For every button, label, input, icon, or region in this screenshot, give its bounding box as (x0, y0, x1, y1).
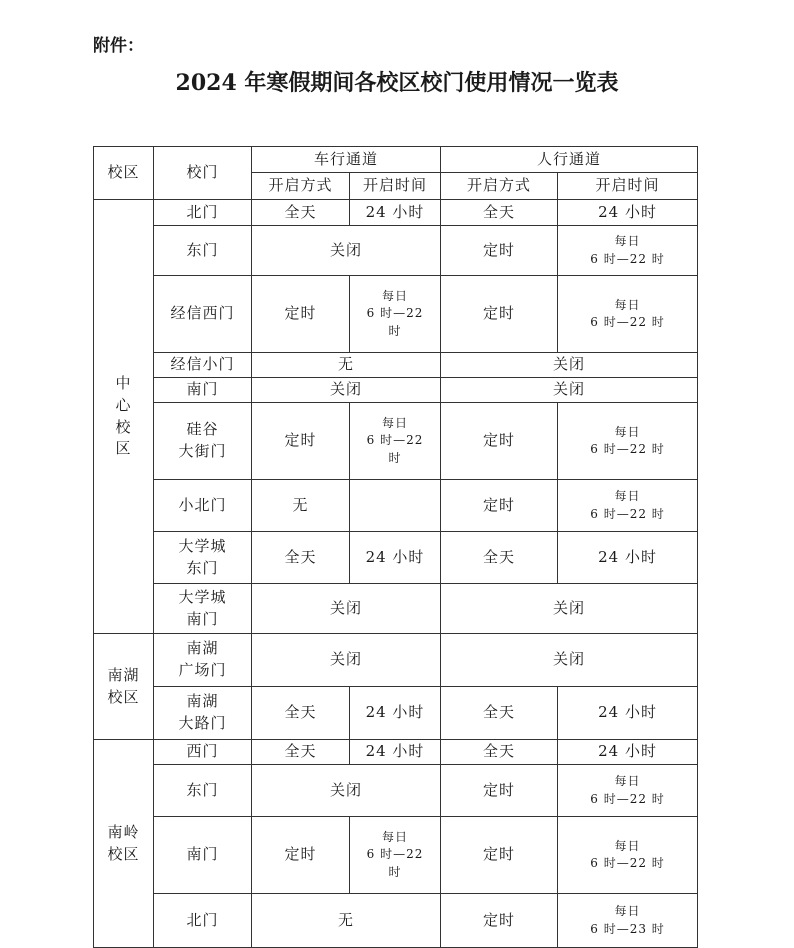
gate-name: 小北门 (154, 480, 252, 532)
vehicle-open-mode: 定时 (252, 817, 350, 894)
vehicle-status: 无 (252, 353, 441, 378)
time-line: 6 时—22 (366, 433, 424, 448)
pedestrian-open-mode: 全天 (441, 740, 558, 765)
pedestrian-open-time: 24 小时 (558, 200, 698, 226)
campus-line: 南湖 (107, 665, 140, 684)
vehicle-status: 关闭 (252, 765, 441, 817)
header-vehicle-open-mode: 开启方式 (252, 173, 350, 200)
table-row (94, 584, 698, 634)
pedestrian-open-mode: 定时 (441, 894, 558, 948)
time-line: 每日 (614, 904, 641, 919)
pedestrian-open-mode: 定时 (441, 276, 558, 353)
gate-usage-table (93, 146, 698, 948)
header-pedestrian-channel: 人行通道 (441, 147, 698, 173)
pedestrian-open-time (558, 226, 698, 276)
pedestrian-open-time: 24 小时 (558, 740, 698, 765)
gate-name-line: 南门 (186, 609, 219, 628)
table-row (94, 532, 698, 584)
gate-name (154, 403, 252, 480)
vehicle-open-time (350, 817, 441, 894)
campus-char: 中 (115, 374, 132, 392)
time-line: 6 时—22 时 (590, 856, 665, 870)
attachment-label: 附件： (93, 36, 144, 56)
pedestrian-status: 关闭 (441, 353, 698, 378)
gate-name-line: 大街门 (178, 442, 227, 460)
vehicle-open-mode: 全天 (252, 200, 350, 226)
pedestrian-open-time (558, 403, 698, 480)
time-line: 每日 (382, 288, 409, 303)
header-gate: 校门 (154, 147, 252, 200)
time-line: 6 时—22 (366, 847, 424, 862)
gate-name-line: 大路门 (178, 714, 227, 732)
vehicle-open-time (350, 276, 441, 353)
gate-name-line: 硅谷 (186, 420, 219, 439)
gate-name (154, 634, 252, 687)
vehicle-open-time: 24 小时 (350, 687, 441, 740)
vehicle-status: 关闭 (252, 378, 441, 403)
campus-cell-nanling (94, 740, 154, 948)
table-row (94, 403, 698, 480)
pedestrian-open-mode: 全天 (441, 532, 558, 584)
gate-name: 西门 (154, 740, 252, 765)
campus-cell-central (94, 200, 154, 634)
vehicle-open-time (350, 403, 441, 480)
gate-name (154, 584, 252, 634)
time-line: 每日 (614, 838, 641, 853)
header-pedestrian-open-mode: 开启方式 (441, 173, 558, 200)
time-line: 每日 (614, 489, 641, 504)
pedestrian-open-mode: 定时 (441, 817, 558, 894)
campus-cell-nanhu (94, 634, 154, 740)
header-vehicle-open-time: 开启时间 (350, 173, 441, 200)
time-line: 每日 (614, 297, 641, 312)
vehicle-status: 无 (252, 894, 441, 948)
time-line: 时 (388, 864, 402, 879)
gate-name-line: 东门 (186, 558, 219, 577)
gate-name-line: 南湖 (186, 639, 219, 658)
vehicle-status: 关闭 (252, 226, 441, 276)
table-row (94, 740, 698, 765)
vehicle-open-time: 24 小时 (350, 532, 441, 584)
time-line: 每日 (614, 234, 641, 249)
pedestrian-open-mode: 定时 (441, 480, 558, 532)
pedestrian-open-mode: 定时 (441, 226, 558, 276)
vehicle-open-time: 24 小时 (350, 740, 441, 765)
pedestrian-open-time (558, 817, 698, 894)
vehicle-open-mode: 全天 (252, 532, 350, 584)
gate-name: 南门 (154, 817, 252, 894)
gate-name-line: 大学城 (178, 587, 227, 606)
table-row (94, 353, 698, 378)
table-row (94, 378, 698, 403)
table-row (94, 817, 698, 894)
table-row (94, 634, 698, 687)
table-row (94, 894, 698, 948)
header-row (94, 147, 698, 173)
campus-line: 南岭 (107, 822, 140, 841)
time-line: 6 时—22 时 (590, 251, 665, 266)
campus-char: 区 (115, 439, 132, 458)
time-line: 6 时—22 时 (590, 442, 665, 456)
gate-name: 东门 (154, 226, 252, 276)
vehicle-open-time (350, 480, 441, 532)
time-line: 时 (388, 450, 402, 465)
vehicle-open-mode: 定时 (252, 276, 350, 353)
gate-name: 北门 (154, 200, 252, 226)
campus-char: 心 (115, 395, 132, 414)
vehicle-open-mode: 全天 (252, 740, 350, 765)
gate-name: 经信小门 (154, 353, 252, 378)
header-campus: 校区 (94, 147, 154, 200)
vehicle-status: 关闭 (252, 634, 441, 687)
time-line: 6 时—23 时 (590, 921, 665, 936)
gate-name: 北门 (154, 894, 252, 948)
pedestrian-open-mode: 定时 (441, 403, 558, 480)
time-line: 6 时—22 (366, 306, 424, 321)
table-row (94, 226, 698, 276)
gate-name (154, 532, 252, 584)
campus-line: 校区 (107, 844, 140, 863)
vehicle-status: 关闭 (252, 584, 441, 634)
campus-char: 校 (115, 417, 132, 436)
pedestrian-open-time: 24 小时 (558, 687, 698, 740)
gate-name (154, 687, 252, 740)
table-row (94, 765, 698, 817)
pedestrian-open-mode: 全天 (441, 687, 558, 740)
time-line: 6 时—22 时 (590, 506, 665, 521)
gate-name: 东门 (154, 765, 252, 817)
pedestrian-open-time: 24 小时 (558, 532, 698, 584)
header-pedestrian-open-time: 开启时间 (558, 173, 698, 200)
gate-name: 经信西门 (154, 276, 252, 353)
time-line: 每日 (614, 424, 641, 439)
page-title: 2024 年寒假期间各校区校门使用情况一览表 (175, 70, 619, 96)
time-line: 每日 (382, 829, 409, 844)
pedestrian-open-time (558, 276, 698, 353)
vehicle-open-time: 24 小时 (350, 200, 441, 226)
pedestrian-open-time (558, 765, 698, 817)
gate-name-line: 大学城 (178, 536, 227, 555)
pedestrian-status: 关闭 (441, 584, 698, 634)
time-line: 时 (388, 323, 402, 338)
time-line: 每日 (614, 774, 641, 789)
table-row (94, 687, 698, 740)
campus-line: 校区 (107, 687, 140, 706)
pedestrian-open-time (558, 480, 698, 532)
vehicle-open-mode: 无 (252, 480, 350, 532)
table-row (94, 276, 698, 353)
header-vehicle-channel: 车行通道 (252, 147, 441, 173)
time-line: 6 时—22 时 (590, 315, 665, 329)
pedestrian-open-time (558, 894, 698, 948)
vehicle-open-mode: 全天 (252, 687, 350, 740)
table-row (94, 200, 698, 226)
pedestrian-open-mode: 全天 (441, 200, 558, 226)
gate-name-line: 南湖 (186, 692, 219, 711)
pedestrian-status: 关闭 (441, 634, 698, 687)
table-row (94, 480, 698, 532)
time-line: 每日 (382, 415, 409, 430)
gate-name: 南门 (154, 378, 252, 403)
time-line: 6 时—22 时 (590, 791, 665, 806)
vehicle-open-mode: 定时 (252, 403, 350, 480)
gate-name-line: 广场门 (178, 661, 227, 679)
pedestrian-open-mode: 定时 (441, 765, 558, 817)
pedestrian-status: 关闭 (441, 378, 698, 403)
